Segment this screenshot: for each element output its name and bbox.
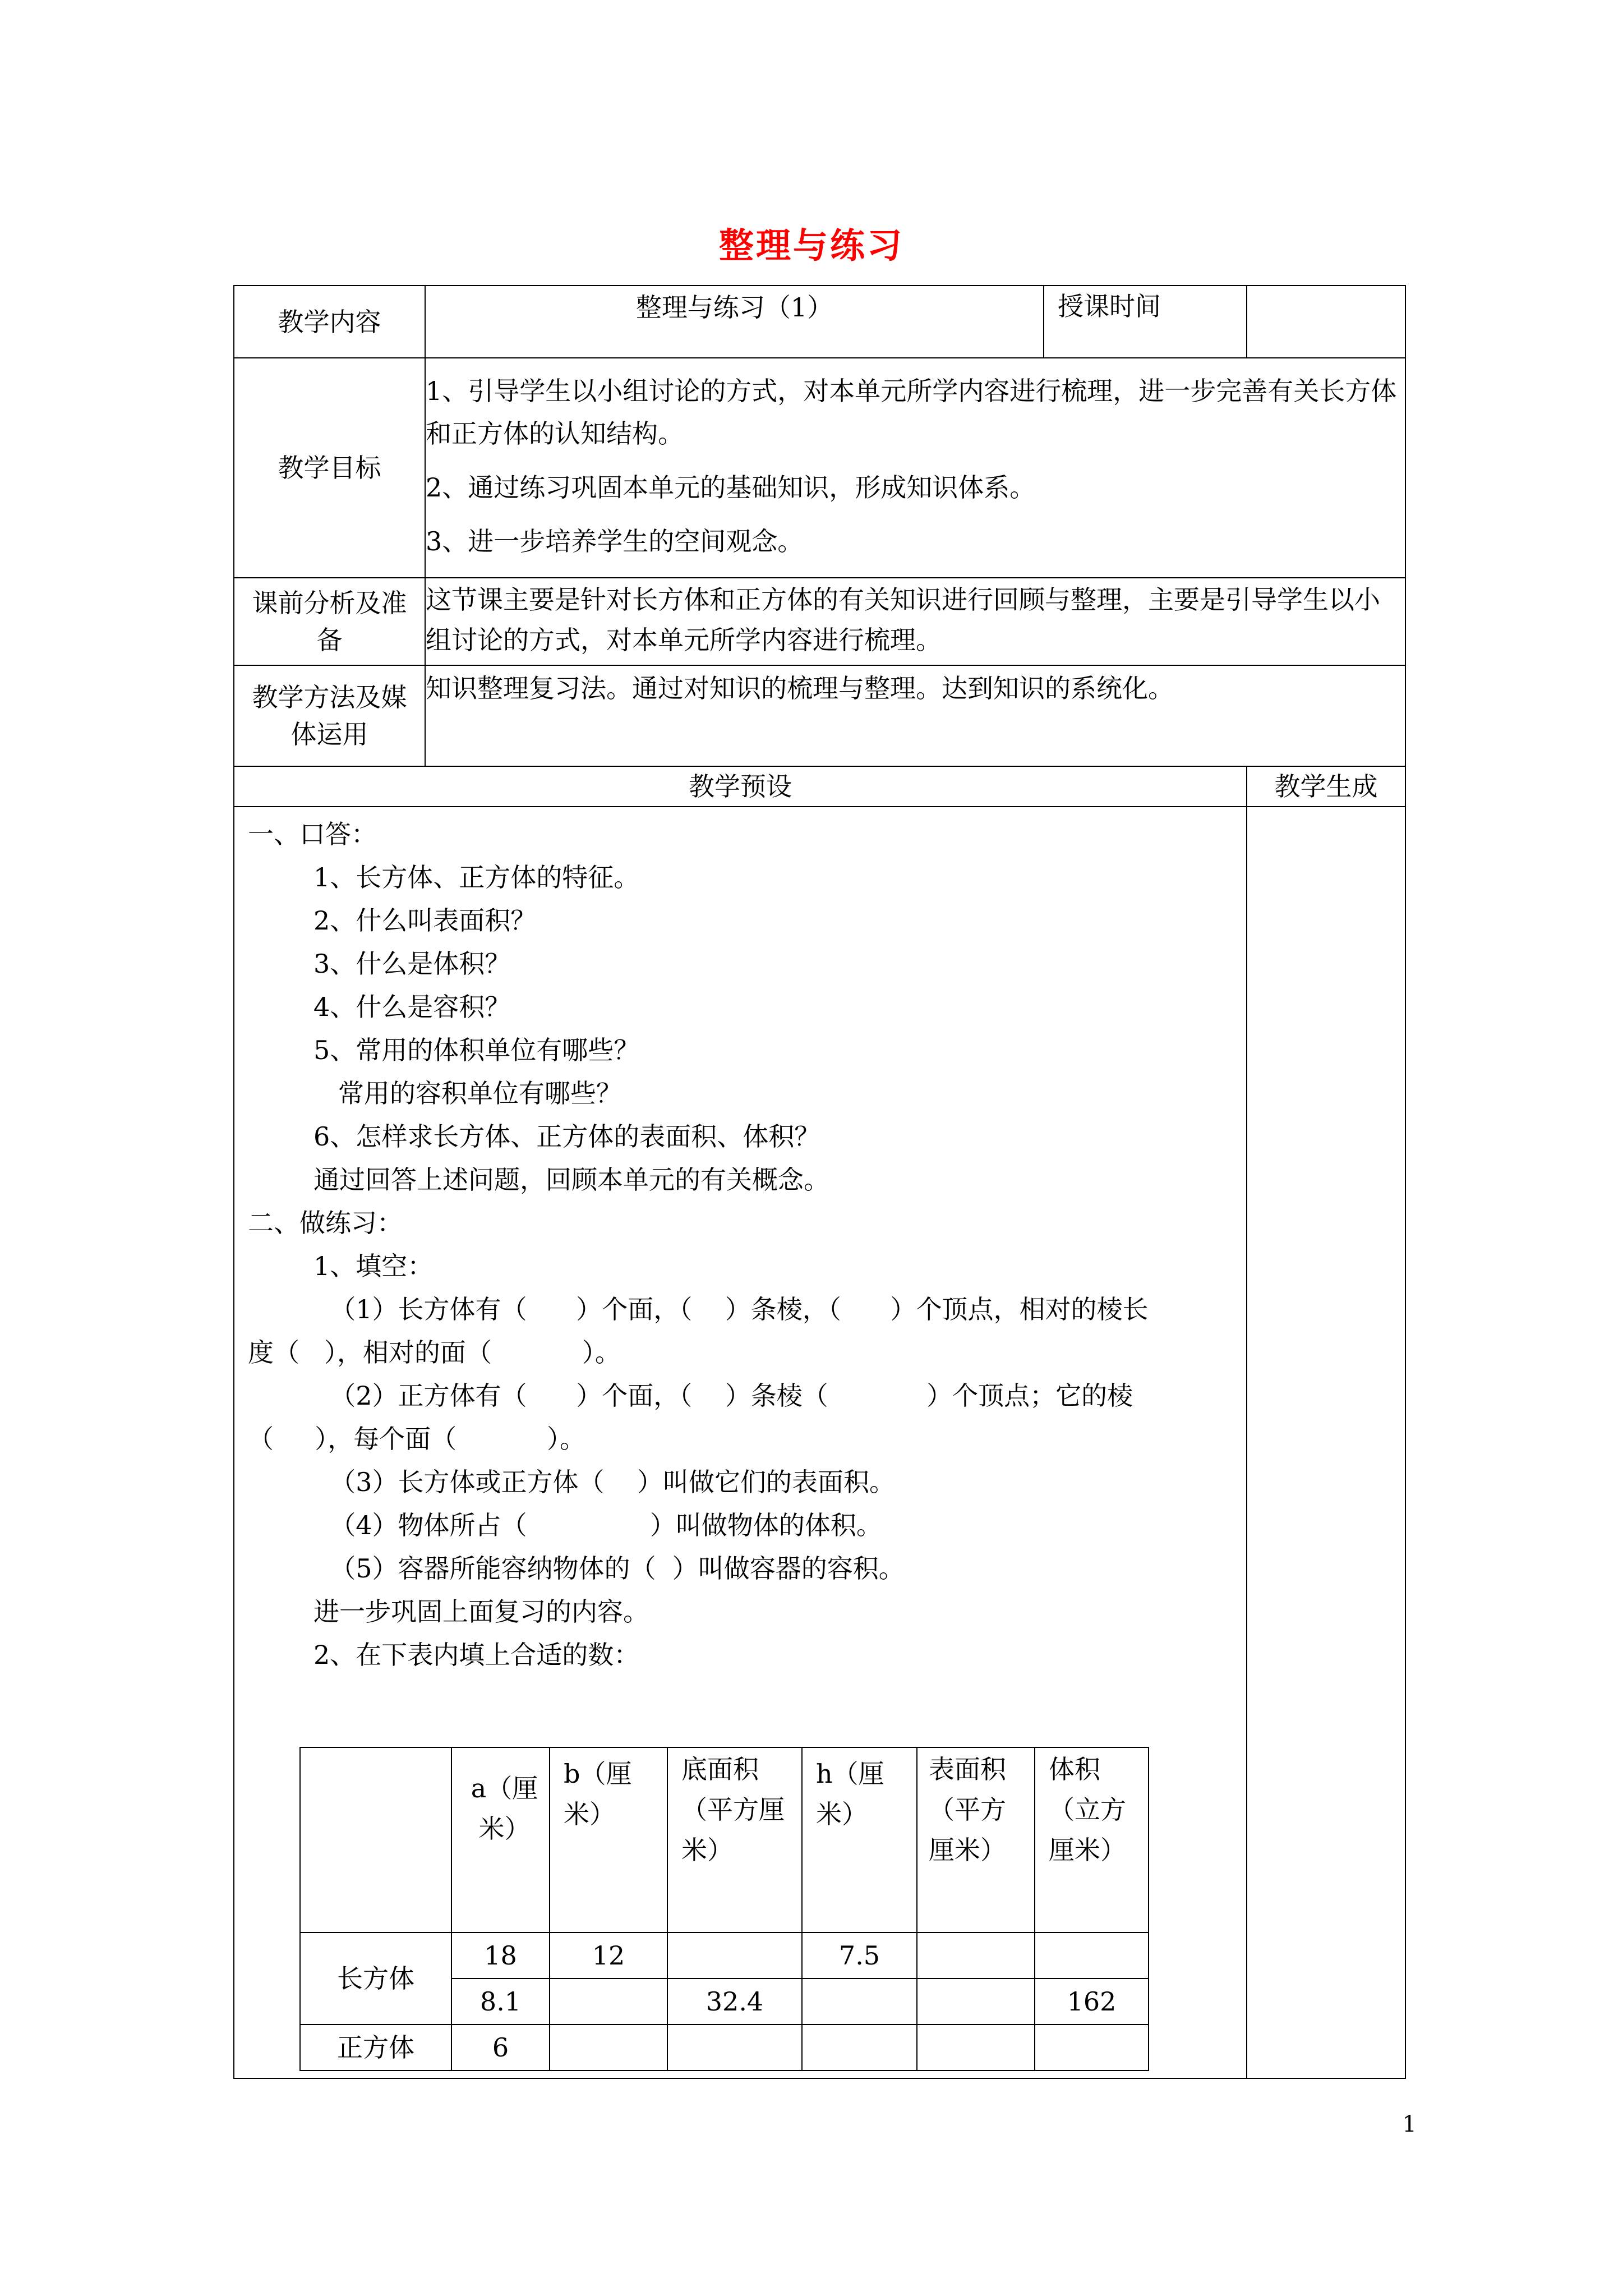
method-label: 教学方法及媒体运用 <box>234 665 425 766</box>
body-line: （3）长方体或正方体（ ）叫做它们的表面积。 <box>248 1467 895 1497</box>
body-line: （2）正方体有（ ）个面，（ ）条棱（ ）个顶点；它的棱 <box>248 1381 1133 1411</box>
fill-table-cell <box>1035 1932 1149 1978</box>
goals-content <box>425 358 1405 578</box>
body-line: 常用的容积单位有哪些？ <box>248 1078 622 1108</box>
analysis-text: 这节课主要是针对长方体和正方体的有关知识进行回顾与整理，主要是引导学生以小组讨论的方式，对本单元所学内容进行梳理。 <box>425 578 1405 665</box>
fill-table-header: h（厘米） <box>802 1747 917 1932</box>
fill-table-cell: 8.1 <box>451 1978 550 2024</box>
body-line: 2、在下表内填上合适的数： <box>248 1640 640 1670</box>
goal-item: 1、引导学生以小组讨论的方式，对本单元所学内容进行梳理，进一步完善有关长方体和正方体的认知结构。 <box>426 376 1397 449</box>
goal-item: 3、进一步培养学生的空间观念。 <box>426 526 804 556</box>
fill-table-cell: 12 <box>550 1932 667 1978</box>
fill-table-header <box>300 1747 451 1932</box>
fill-table-header: 表面积（平方厘米） <box>917 1747 1035 1932</box>
body-line: （1）长方体有（ ）个面，（ ）条棱，（ ）个顶点，相对的棱长 <box>248 1294 1149 1324</box>
fill-table-header: b（厘米） <box>550 1747 667 1932</box>
body-line: 一、口答： <box>248 819 377 849</box>
fill-table-cell <box>667 2024 802 2070</box>
generated-content <box>1247 807 1405 2078</box>
page-number: 1 <box>1402 2111 1417 2137</box>
fill-table-cell <box>1035 2024 1149 2070</box>
row-label-cuboid: 长方体 <box>300 1932 451 2024</box>
fill-table-cell: 32.4 <box>667 1978 802 2024</box>
body-line: 通过回答上述问题，回顾本单元的有关概念。 <box>248 1165 829 1195</box>
fill-table-cell: 18 <box>451 1932 550 1978</box>
fill-table-cell <box>917 1932 1035 1978</box>
fill-table-cell <box>667 1932 802 1978</box>
content-label: 教学内容 <box>234 286 425 358</box>
fill-in-table <box>299 1747 1149 2071</box>
body-line: （4）物体所占（ ）叫做物体的体积。 <box>248 1510 882 1540</box>
body-line: （ ），每个面（ ）。 <box>248 1424 585 1454</box>
time-label: 授课时间 <box>1044 286 1247 358</box>
fill-table-header: a（厘米） <box>451 1747 550 1932</box>
body-line: 二、做练习： <box>248 1208 403 1238</box>
analysis-label: 课前分析及准备 <box>234 578 425 665</box>
fill-table-cell: 7.5 <box>802 1932 917 1978</box>
body-line: 2、什么叫表面积？ <box>248 905 537 936</box>
fill-table-header: 底面积（平方厘米） <box>667 1747 802 1932</box>
body-line: 度（ ），相对的面（ ）。 <box>248 1337 621 1368</box>
body-line: 5、常用的体积单位有哪些？ <box>248 1035 640 1065</box>
content-value: 整理与练习（1） <box>425 286 1044 358</box>
page-title: 整理与练习 <box>718 225 904 266</box>
time-value <box>1247 286 1405 358</box>
goal-item: 2、通过练习巩固本单元的基础知识，形成知识体系。 <box>426 472 1036 503</box>
body-line: 进一步巩固上面复习的内容。 <box>248 1596 649 1627</box>
fill-table-cell <box>802 2024 917 2070</box>
fill-table-cell <box>917 1978 1035 2024</box>
body-line: 1、填空： <box>248 1251 434 1281</box>
method-text: 知识整理复习法。通过对知识的梳理与整理。达到知识的系统化。 <box>425 665 1405 766</box>
generated-header: 教学生成 <box>1247 766 1405 807</box>
body-line: 6、怎样求长方体、正方体的表面积、体积？ <box>248 1121 820 1152</box>
preset-header: 教学预设 <box>234 766 1247 807</box>
body-line: 4、什么是容积？ <box>248 992 511 1022</box>
body-line: 3、什么是体积？ <box>248 949 511 979</box>
preset-content <box>234 807 1247 2078</box>
lesson-plan-table <box>233 285 1406 2079</box>
body-line: 1、长方体、正方体的特征。 <box>248 862 640 892</box>
fill-table-cell: 162 <box>1035 1978 1149 2024</box>
fill-table-cell <box>917 2024 1035 2070</box>
row-label-cube: 正方体 <box>300 2024 451 2070</box>
fill-table-cell <box>550 1978 667 2024</box>
fill-table-cell <box>550 2024 667 2070</box>
goals-label: 教学目标 <box>234 358 425 578</box>
fill-table-header: 体积（立方厘米） <box>1035 1747 1149 1932</box>
fill-table-cell: 6 <box>451 2024 550 2070</box>
fill-table-cell <box>802 1978 917 2024</box>
body-line: （5）容器所能容纳物体的（ ）叫做容器的容积。 <box>248 1553 905 1584</box>
